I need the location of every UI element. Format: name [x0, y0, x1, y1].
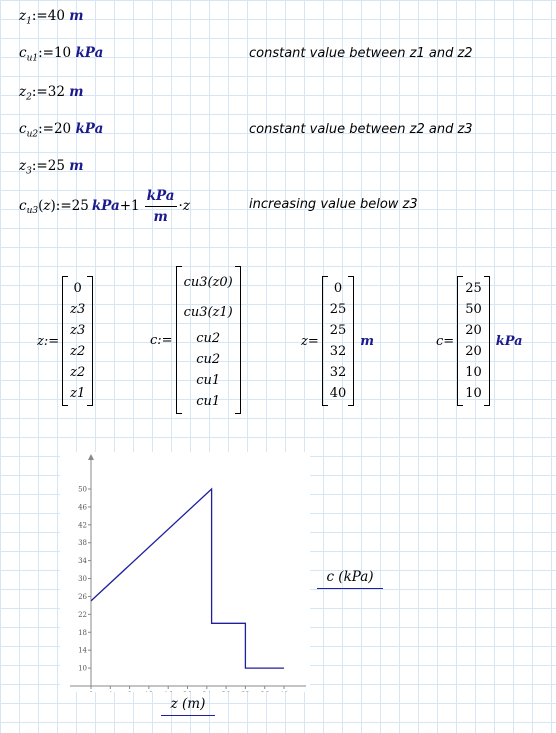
x-tick-label: [127, 691, 131, 692]
matrix-cell: 50: [465, 302, 482, 317]
fraction-denominator: m: [153, 208, 168, 225]
y-tick-label: 26: [78, 592, 87, 601]
y-tick-label: 10: [78, 664, 87, 673]
unit: kPa: [75, 45, 104, 61]
matrix-cell: cu1: [196, 394, 221, 409]
matrix-cell: z3: [70, 302, 86, 317]
var-name: c: [19, 121, 27, 137]
x-tick-label: [260, 691, 269, 692]
series-line-c: [91, 489, 284, 668]
unit: m: [69, 8, 84, 24]
variable: z: [182, 198, 190, 214]
var-name: c: [19, 198, 27, 214]
unit: m: [69, 84, 84, 100]
y-axis-label-text: c (kPa): [326, 569, 374, 585]
y-axis-arrow: [88, 454, 94, 460]
value: 25: [71, 198, 89, 214]
y-tick-label: 46: [78, 503, 87, 512]
var-subscript: 3: [26, 166, 32, 177]
plus-operator: +: [119, 198, 132, 214]
x-tick-label: [222, 691, 231, 692]
matrix-cell: 25: [329, 323, 347, 338]
var-subscript: u2: [26, 129, 39, 140]
x-axis-label-text: z (m): [170, 696, 206, 712]
def-z3[interactable]: [19, 158, 84, 177]
comment-cu1[interactable]: constant value between z1 and z2: [249, 46, 473, 61]
var-name: z: [19, 8, 27, 24]
matrix-label: z:=: [37, 333, 60, 349]
var-name: z: [19, 158, 27, 174]
var-name: c: [19, 45, 27, 61]
matrix-cell: cu1: [196, 373, 221, 388]
def-cu2[interactable]: [19, 121, 103, 140]
multiply-operator: ·: [178, 198, 183, 214]
x-tick-label: [241, 691, 250, 692]
close-paren: ): [50, 198, 56, 214]
x-tick-label: [202, 691, 211, 692]
matrix-c-result[interactable]: [436, 276, 523, 406]
matrix-z-definition[interactable]: [37, 276, 93, 406]
def-z2[interactable]: [19, 84, 84, 103]
value: 10: [53, 45, 72, 61]
matrix-cell: 25: [465, 281, 482, 296]
y-tick-label: 30: [78, 575, 87, 584]
coefficient: 1: [131, 198, 140, 214]
assign-operator: :=: [55, 198, 72, 214]
matrix-bracket: [62, 276, 93, 406]
matrix-label: z=: [301, 333, 319, 349]
assign-operator: :=: [31, 8, 48, 24]
fraction-numerator: kPa: [145, 188, 177, 207]
var-subscript: 1: [26, 16, 32, 27]
var-subscript: u3: [26, 206, 39, 216]
x-tick-label: [164, 691, 173, 692]
y-tick-label: 14: [78, 646, 87, 655]
value: 40: [47, 8, 65, 24]
matrix-cell: z2: [70, 344, 86, 359]
var-subscript: 2: [26, 92, 32, 103]
y-tick-label: 34: [78, 557, 87, 566]
value: 25: [47, 158, 65, 174]
unit: m: [69, 158, 84, 174]
matrix-cell: 0: [333, 281, 343, 296]
y-tick-label: 42: [78, 521, 87, 530]
x-axis-label[interactable]: [161, 696, 215, 716]
y-tick-label: 38: [78, 539, 87, 548]
assign-operator: :=: [31, 158, 48, 174]
var-name: z: [19, 84, 27, 100]
assign-operator: :=: [38, 121, 54, 137]
y-axis-label[interactable]: [317, 569, 383, 589]
def-cu3-function[interactable]: [19, 186, 190, 226]
matrix-cell: 20: [465, 323, 482, 338]
assign-operator: :=: [38, 45, 54, 61]
matrix-cell: 0: [73, 281, 82, 296]
matrix-cell: 25: [329, 302, 347, 317]
matrix-cell: cu3(z1): [183, 305, 233, 320]
open-paren: (: [38, 198, 44, 214]
matrix-cell: z3: [70, 323, 86, 338]
matrix-cell: cu2: [196, 331, 221, 346]
y-tick-label: 18: [78, 628, 87, 637]
matrix-cell: z1: [70, 386, 86, 401]
x-tick-label: [183, 691, 192, 692]
var-subscript: u1: [26, 53, 39, 64]
function-argument: z: [43, 198, 51, 214]
matrix-cell: cu2: [196, 352, 221, 367]
matrix-cell: 32: [329, 344, 347, 359]
plot-region[interactable]: [60, 452, 310, 692]
matrix-c-definition[interactable]: [150, 266, 241, 414]
line-plot: [60, 452, 310, 692]
unit-fraction: [145, 188, 177, 225]
unit: kPa: [91, 198, 120, 214]
comment-cu3[interactable]: increasing value below z3: [249, 197, 418, 212]
y-tick-label: 50: [78, 485, 87, 494]
matrix-cell: 40: [329, 386, 347, 401]
matrix-cell: 20: [465, 344, 482, 359]
matrix-label: c=: [436, 333, 455, 349]
matrix-cell: cu3(z0): [183, 275, 233, 290]
matrix-cell: 10: [465, 386, 482, 401]
value: 32: [47, 84, 65, 100]
matrix-cell: z2: [70, 365, 86, 380]
y-tick-label: 22: [78, 610, 87, 619]
matrix-unit: m: [360, 333, 375, 349]
assign-operator: :=: [31, 84, 48, 100]
matrix-bracket: [322, 276, 355, 406]
x-tick-label: [108, 691, 113, 692]
matrix-cell: 32: [329, 365, 347, 380]
x-tick-label: [144, 691, 153, 692]
matrix-bracket: [457, 276, 490, 406]
matrix-bracket: [176, 266, 241, 414]
matrix-label: c:=: [150, 332, 173, 348]
unit: kPa: [75, 121, 104, 137]
comment-cu2[interactable]: constant value between z2 and z3: [249, 122, 473, 137]
x-tick-label: [280, 691, 289, 692]
matrix-z-result[interactable]: [301, 276, 374, 406]
x-tick-label: [89, 691, 93, 692]
def-cu1[interactable]: [19, 45, 103, 64]
matrix-unit: kPa: [495, 333, 523, 349]
matrix-cell: 10: [465, 365, 482, 380]
def-z1[interactable]: [19, 8, 84, 27]
value: 20: [53, 121, 72, 137]
